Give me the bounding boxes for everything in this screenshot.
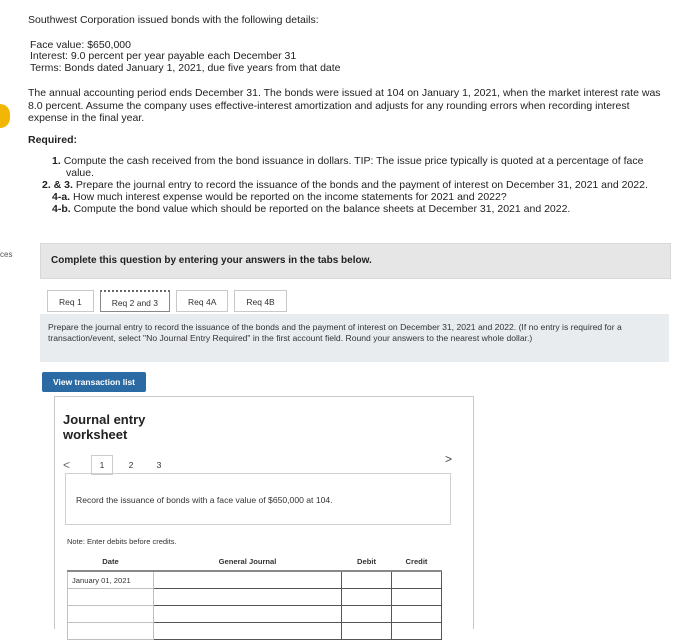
date-column-header: Date xyxy=(68,552,154,571)
view-transaction-list-button[interactable]: View transaction list xyxy=(42,372,146,392)
requirement-1: 1. Compute the cash received from the bond issuance in dollars. TIP: The issue price typically is quoted at a percentage of face value. xyxy=(52,155,644,179)
requirement-tabs xyxy=(47,290,293,312)
credit-input[interactable] xyxy=(392,606,442,623)
table-row xyxy=(68,589,442,606)
question-marker xyxy=(0,104,10,128)
credit-input[interactable] xyxy=(392,571,442,589)
face-value-text: Face value: $650,000 xyxy=(30,38,131,51)
journal-table xyxy=(67,552,442,640)
tab-req-1[interactable]: Req 1 xyxy=(47,290,94,312)
requirement-4b: 4-b. Compute the bond value which should be reported on the balance sheets at December 31, 2021 and 2022. xyxy=(52,203,571,215)
bond-details xyxy=(30,40,668,75)
table-row xyxy=(68,606,442,623)
worksheet-title: Journal entry worksheet xyxy=(63,412,146,442)
side-fragment-text: ces xyxy=(0,250,13,259)
chevron-left-icon[interactable]: < xyxy=(63,458,71,472)
terms-text: Terms: Bonds dated January 1, 2021, due five years from that date xyxy=(30,61,341,74)
page-3-button[interactable]: 3 xyxy=(156,460,162,470)
credit-input[interactable] xyxy=(392,623,442,640)
complete-question-text: Complete this question by entering your answers in the tabs below. xyxy=(51,255,372,266)
worksheet-pager xyxy=(63,455,177,475)
date-cell: January 01, 2021 xyxy=(68,571,154,589)
account-input[interactable] xyxy=(154,606,342,623)
entry-description: Record the issuance of bonds with a face value of $650,000 at 104. xyxy=(65,473,451,525)
tab-req-2-and-3[interactable]: Req 2 and 3 xyxy=(100,290,170,312)
instructions-text: Prepare the journal entry to record the issuance of the bonds and the payment of interest on December 31, 2021 and 2022. (If no entry is required for a transaction/event, select "No Journal Entry Required" in the first account field. Round your answers to the nearest whole dollar.) xyxy=(48,322,622,343)
complete-question-bar xyxy=(40,243,671,279)
required-heading: Required: xyxy=(28,133,78,146)
journal-entry-worksheet xyxy=(54,396,474,629)
interest-text: Interest: 9.0 percent per year payable each December 31 xyxy=(30,50,297,62)
problem-intro: Southwest Corporation issued bonds with the following details: xyxy=(28,14,319,26)
debit-input[interactable] xyxy=(342,606,392,623)
credit-column-header: Credit xyxy=(392,552,442,571)
debit-input[interactable] xyxy=(342,623,392,640)
account-input[interactable] xyxy=(154,589,342,606)
debit-input[interactable] xyxy=(342,571,392,589)
credit-input[interactable] xyxy=(392,589,442,606)
table-row xyxy=(68,571,442,589)
tab-req-4b[interactable]: Req 4B xyxy=(234,290,286,312)
requirements-list xyxy=(42,155,668,215)
account-input[interactable] xyxy=(154,623,342,640)
debit-column-header: Debit xyxy=(342,552,392,571)
account-input[interactable] xyxy=(154,571,342,589)
date-cell-empty xyxy=(68,606,154,623)
requirement-4a: 4-a. How much interest expense would be reported on the income statements for 2021 and 2022? xyxy=(52,191,507,203)
chevron-right-icon[interactable]: > xyxy=(445,452,453,466)
debit-input[interactable] xyxy=(342,589,392,606)
date-cell-empty xyxy=(68,589,154,606)
problem-paragraph: The annual accounting period ends December 31. The bonds were issued at 104 on January 1, 2021, when the market interest rate was 8.0 percent. Assume the company uses effective-interest amortization and adjusts for any rounding errors when recording interest expense in the final year. xyxy=(28,87,661,124)
debit-credit-note: Note: Enter debits before credits. xyxy=(67,537,177,546)
account-column-header: General Journal xyxy=(154,552,342,571)
tab-req-4a[interactable]: Req 4A xyxy=(176,290,228,312)
date-cell-empty xyxy=(68,623,154,640)
requirement-2-3: 2. & 3. Prepare the journal entry to record the issuance of the bonds and the payment of interest on December 31, 2021 and 2022. xyxy=(42,179,648,191)
table-row xyxy=(68,623,442,640)
page-2-button[interactable]: 2 xyxy=(128,460,134,470)
problem-statement xyxy=(28,14,668,215)
page-1-button[interactable]: 1 xyxy=(91,455,113,475)
